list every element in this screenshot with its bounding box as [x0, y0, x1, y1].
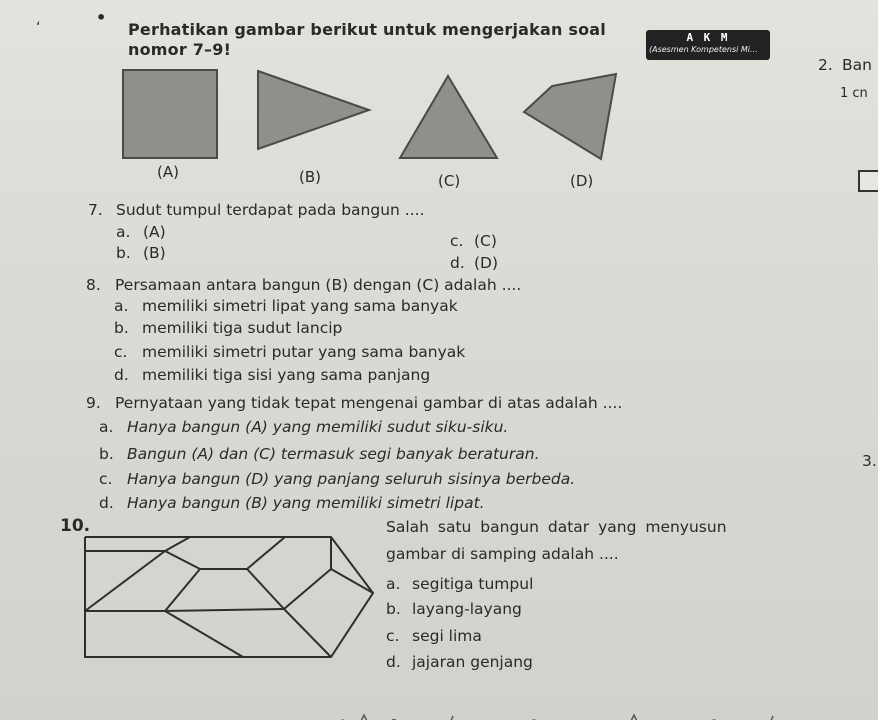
q7-option-b-letter: b. — [116, 244, 131, 262]
q9-option-c[interactable]: Hanya bangun (D) yang panjang seluruh sisinya berbeda. — [127, 470, 576, 488]
q10-option-a[interactable]: segitiga tumpul — [412, 575, 534, 593]
q9-option-d-letter: d. — [99, 494, 114, 512]
label-d: (D) — [570, 172, 594, 190]
q10-text-line-1: Salah satu bangun datar yang menyusun — [386, 518, 727, 536]
label-b: (B) — [299, 168, 321, 186]
label-c: (C) — [438, 172, 461, 190]
bullet: • — [96, 8, 107, 27]
q7-option-d[interactable]: (D) — [474, 254, 499, 272]
q7-text: Sudut tumpul terdapat pada bangun .... — [116, 201, 425, 219]
instruction-line-2: nomor 7–9! — [128, 40, 232, 59]
q10-option-c-letter: c. — [386, 627, 400, 645]
q9-option-c-letter: c. — [99, 470, 113, 488]
q9-option-a-letter: a. — [99, 418, 114, 436]
q7-option-d-letter: d. — [450, 254, 465, 272]
q3-number: 3. — [862, 452, 877, 470]
q9-option-b-letter: b. — [99, 445, 114, 463]
q8-option-a[interactable]: memiliki simetri lipat yang sama banyak — [142, 297, 458, 315]
q8-option-b[interactable]: memiliki tiga sudut lancip — [142, 319, 343, 337]
q8-option-a-letter: a. — [114, 297, 129, 315]
q10-number: 10. — [60, 516, 91, 536]
akm-title: A K M — [686, 31, 730, 44]
q10-option-d-letter: d. — [386, 653, 401, 671]
q10-option-c[interactable]: segi lima — [412, 627, 482, 645]
q8-option-b-letter: b. — [114, 319, 129, 337]
q9-number: 9. — [86, 394, 101, 412]
q10-option-a-letter: a. — [386, 575, 401, 593]
q2-sub: 1 cn — [840, 86, 868, 101]
q9-option-a[interactable]: Hanya bangun (A) yang memiliki sudut siku-siku. — [127, 418, 509, 436]
q7-number: 7. — [88, 201, 103, 219]
q10-option-b[interactable]: layang-layang — [412, 600, 522, 618]
q8-text: Persamaan antara bangun (B) dengan (C) adalah .... — [115, 276, 522, 294]
q10-outer-shape — [85, 537, 373, 657]
q10-option-b-letter: b. — [386, 600, 401, 618]
q9-option-b[interactable]: Bangun (A) dan (C) termasuk segi banyak beraturan. — [127, 445, 540, 463]
q7-option-c-letter: c. — [450, 232, 464, 250]
q8-option-c-letter: c. — [114, 343, 128, 361]
q7-option-a-letter: a. — [116, 223, 131, 241]
bottom-cutoff-strip — [330, 708, 800, 720]
q9-option-d[interactable]: Hanya bangun (B) yang memiliki simetri lipat. — [127, 494, 485, 512]
q10-text-line-2: gambar di samping adalah .... — [386, 545, 619, 563]
q8-option-d-letter: d. — [114, 366, 129, 384]
q7-option-b[interactable]: (B) — [143, 244, 166, 262]
bottom-cutoff-marks — [330, 711, 800, 720]
q9-text: Pernyataan yang tidak tepat mengenai gambar di atas adalah .... — [115, 394, 623, 412]
q8-option-c[interactable]: memiliki simetri putar yang sama banyak — [142, 343, 466, 361]
label-a: (A) — [157, 163, 179, 181]
margin-mark: ‘ — [36, 20, 41, 36]
q7-option-c[interactable]: (C) — [474, 232, 497, 250]
akm-subtitle: (Asesmen Kompetensi Mi... — [649, 45, 758, 54]
q8-option-d[interactable]: memiliki tiga sisi yang sama panjang — [142, 366, 431, 384]
instruction-line-1: Perhatikan gambar berikut untuk mengerjakan soal — [128, 20, 606, 39]
q2-number: 2. — [818, 56, 833, 74]
q10-option-d[interactable]: jajaran genjang — [412, 653, 533, 671]
q8-number: 8. — [86, 276, 101, 294]
q7-option-a[interactable]: (A) — [143, 223, 166, 241]
q2-text: Ban — [842, 56, 872, 74]
